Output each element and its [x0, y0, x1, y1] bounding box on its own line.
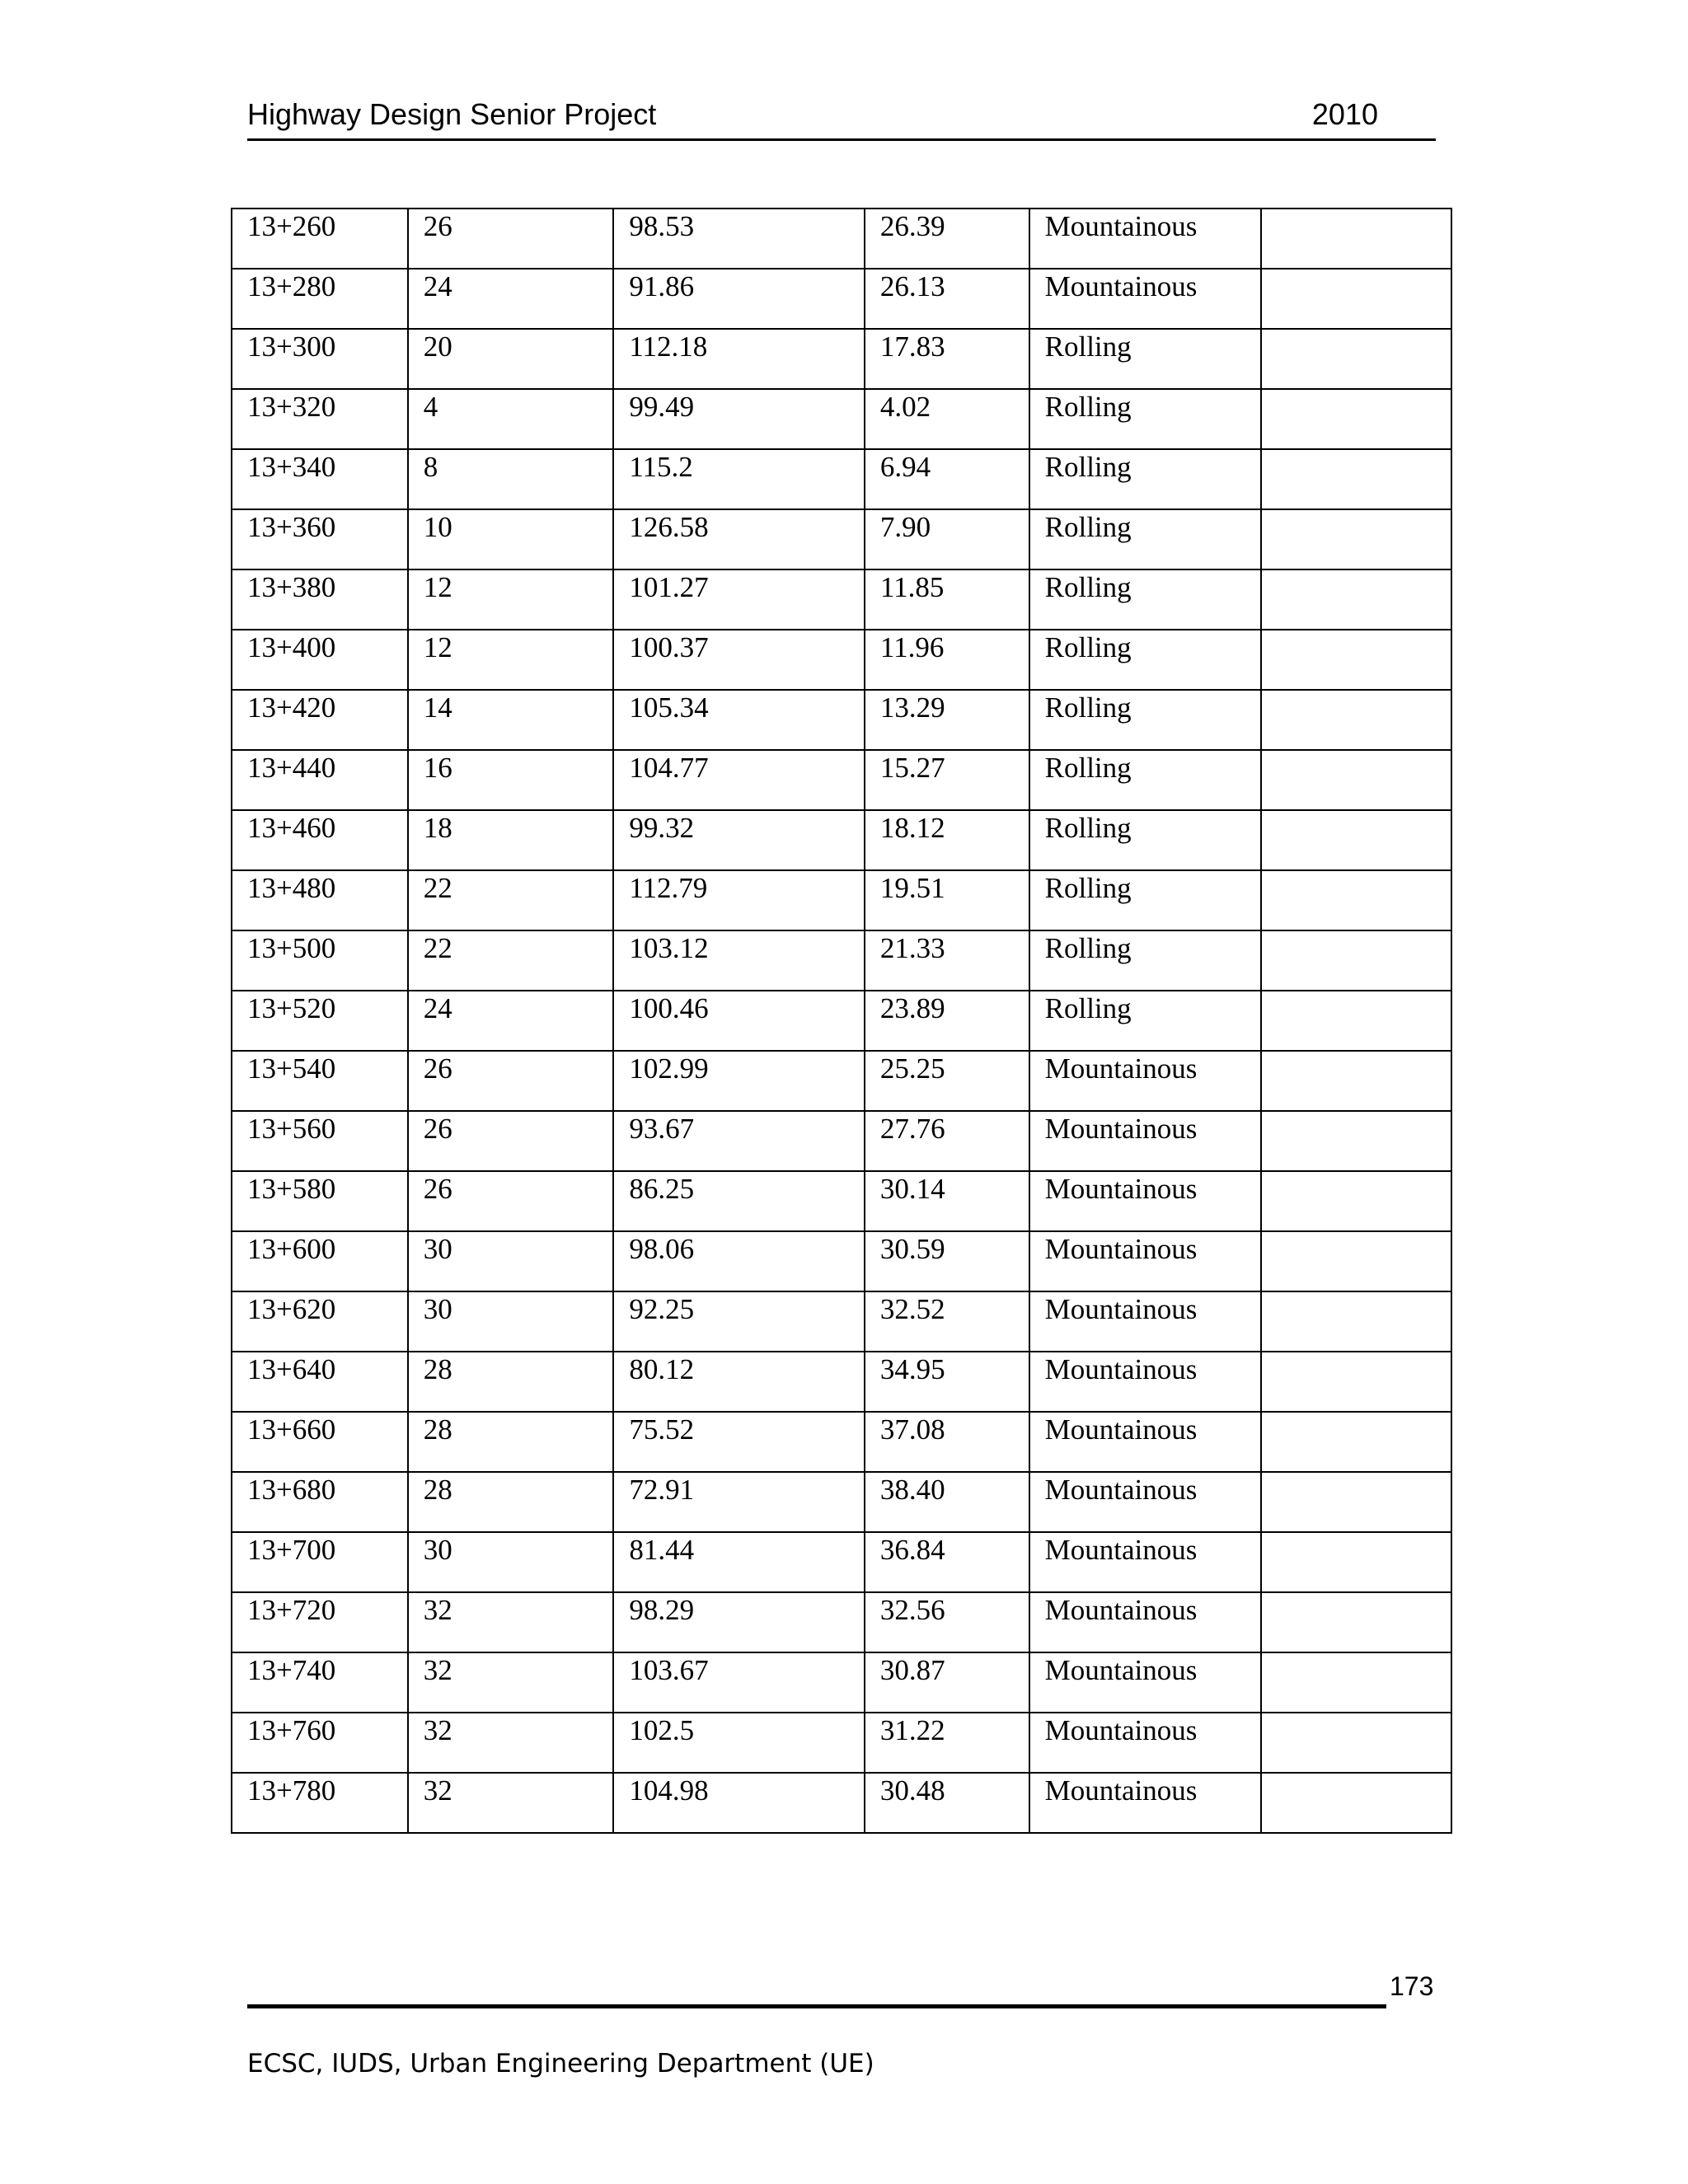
- table-cell: Mountainous: [1029, 269, 1262, 329]
- table-row: [232, 509, 1451, 569]
- table-cell: [1261, 690, 1451, 750]
- table-cell: 30.48: [865, 1773, 1029, 1833]
- table-cell: 22: [408, 870, 614, 930]
- table-cell: 13+260: [232, 209, 408, 269]
- table-row: [232, 750, 1451, 810]
- table-cell: 18: [408, 810, 614, 870]
- document-year: 2010: [1311, 97, 1378, 131]
- table-cell: [1261, 329, 1451, 389]
- table-cell: 13+500: [232, 930, 408, 991]
- table-cell: 4: [408, 389, 614, 449]
- table-cell: 11.85: [865, 569, 1029, 630]
- table-cell: 30: [408, 1291, 614, 1352]
- table-row: [232, 1713, 1451, 1773]
- table-cell: 19.51: [865, 870, 1029, 930]
- table-cell: Rolling: [1029, 630, 1262, 690]
- table-row: [232, 1051, 1451, 1111]
- table-cell: 32: [408, 1773, 614, 1833]
- table-cell: 81.44: [613, 1532, 865, 1592]
- table-cell: 8: [408, 449, 614, 509]
- table-cell: 72.91: [613, 1472, 865, 1532]
- table-cell: Mountainous: [1029, 1171, 1262, 1231]
- table-cell: 7.90: [865, 509, 1029, 569]
- table-cell: 28: [408, 1412, 614, 1472]
- table-cell: Rolling: [1029, 690, 1262, 750]
- table-cell: 13+740: [232, 1652, 408, 1713]
- table-cell: 105.34: [613, 690, 865, 750]
- table-cell: 28: [408, 1472, 614, 1532]
- table-cell: 38.40: [865, 1472, 1029, 1532]
- table-row: [232, 1472, 1451, 1532]
- table-cell: 31.22: [865, 1713, 1029, 1773]
- table-cell: [1261, 269, 1451, 329]
- table-cell: Mountainous: [1029, 209, 1262, 269]
- table-cell: Mountainous: [1029, 1472, 1262, 1532]
- table-cell: 20: [408, 329, 614, 389]
- table-cell: 98.06: [613, 1231, 865, 1291]
- table-cell: 102.5: [613, 1713, 865, 1773]
- table-cell: 32: [408, 1592, 614, 1652]
- table-cell: 6.94: [865, 449, 1029, 509]
- table-cell: 13.29: [865, 690, 1029, 750]
- table-cell: [1261, 1713, 1451, 1773]
- table-cell: [1261, 1773, 1451, 1833]
- terrain-classification-table: [231, 208, 1452, 1834]
- table-cell: 13+660: [232, 1412, 408, 1472]
- table-cell: Rolling: [1029, 750, 1262, 810]
- table-row: [232, 810, 1451, 870]
- table-cell: 13+300: [232, 329, 408, 389]
- table-cell: 13+380: [232, 569, 408, 630]
- table-cell: 26: [408, 1051, 614, 1111]
- table-row: [232, 630, 1451, 690]
- table-cell: 32.52: [865, 1291, 1029, 1352]
- table-cell: 26: [408, 1171, 614, 1231]
- table-cell: [1261, 930, 1451, 991]
- table-cell: 13+760: [232, 1713, 408, 1773]
- table-cell: 103.12: [613, 930, 865, 991]
- table-cell: 99.49: [613, 389, 865, 449]
- table-cell: 28: [408, 1352, 614, 1412]
- table-cell: 26.39: [865, 209, 1029, 269]
- table-cell: 13+700: [232, 1532, 408, 1592]
- table-cell: 13+460: [232, 810, 408, 870]
- table-cell: Mountainous: [1029, 1592, 1262, 1652]
- table-row: [232, 449, 1451, 509]
- table-cell: [1261, 1171, 1451, 1231]
- table-cell: 21.33: [865, 930, 1029, 991]
- table-cell: 22: [408, 930, 614, 991]
- table-cell: 32: [408, 1713, 614, 1773]
- table-cell: Rolling: [1029, 329, 1262, 389]
- table-cell: 10: [408, 509, 614, 569]
- table-cell: [1261, 209, 1451, 269]
- table-cell: 13+280: [232, 269, 408, 329]
- table-cell: 102.99: [613, 1051, 865, 1111]
- table-cell: 92.25: [613, 1291, 865, 1352]
- table-row: [232, 1111, 1451, 1171]
- table-cell: 99.32: [613, 810, 865, 870]
- table-cell: 30.14: [865, 1171, 1029, 1231]
- table-cell: Rolling: [1029, 449, 1262, 509]
- table-cell: [1261, 1592, 1451, 1652]
- table-row: [232, 1412, 1451, 1472]
- table-cell: 13+340: [232, 449, 408, 509]
- table-cell: 30.87: [865, 1652, 1029, 1713]
- table-cell: Rolling: [1029, 569, 1262, 630]
- table-cell: Mountainous: [1029, 1412, 1262, 1472]
- table-cell: [1261, 1231, 1451, 1291]
- table-cell: Rolling: [1029, 930, 1262, 991]
- table-cell: 13+680: [232, 1472, 408, 1532]
- table-cell: 13+720: [232, 1592, 408, 1652]
- table-cell: 36.84: [865, 1532, 1029, 1592]
- table-cell: 103.67: [613, 1652, 865, 1713]
- table-row: [232, 329, 1451, 389]
- table-cell: 30: [408, 1231, 614, 1291]
- table-row: [232, 991, 1451, 1051]
- table-cell: 32: [408, 1652, 614, 1713]
- table-row: [232, 1773, 1451, 1833]
- table-cell: 13+540: [232, 1051, 408, 1111]
- table-cell: [1261, 1051, 1451, 1111]
- table-cell: 24: [408, 269, 614, 329]
- table-cell: 13+520: [232, 991, 408, 1051]
- table-cell: 112.18: [613, 329, 865, 389]
- table-cell: 101.27: [613, 569, 865, 630]
- table-body: [232, 209, 1451, 1833]
- table-cell: [1261, 449, 1451, 509]
- table-cell: Mountainous: [1029, 1532, 1262, 1592]
- table-cell: [1261, 1532, 1451, 1592]
- page-header: [247, 97, 1436, 141]
- table-cell: [1261, 810, 1451, 870]
- table-cell: 13+440: [232, 750, 408, 810]
- table-cell: [1261, 1291, 1451, 1352]
- table-cell: 98.29: [613, 1592, 865, 1652]
- table-cell: [1261, 991, 1451, 1051]
- document-title: Highway Design Senior Project: [247, 97, 657, 131]
- table-cell: Rolling: [1029, 870, 1262, 930]
- table-cell: 13+580: [232, 1171, 408, 1231]
- table-cell: 13+400: [232, 630, 408, 690]
- table-cell: 30.59: [865, 1231, 1029, 1291]
- page-number: 173: [1390, 1971, 1434, 2001]
- table-cell: Rolling: [1029, 810, 1262, 870]
- table-cell: 26.13: [865, 269, 1029, 329]
- table-row: [232, 269, 1451, 329]
- table-cell: [1261, 1111, 1451, 1171]
- table-cell: 4.02: [865, 389, 1029, 449]
- table-cell: 104.98: [613, 1773, 865, 1833]
- table-row: [232, 1532, 1451, 1592]
- table-cell: 34.95: [865, 1352, 1029, 1412]
- table-cell: [1261, 509, 1451, 569]
- table-row: [232, 1231, 1451, 1291]
- table-cell: 126.58: [613, 509, 865, 569]
- table-cell: 24: [408, 991, 614, 1051]
- table-cell: Mountainous: [1029, 1291, 1262, 1352]
- table-cell: [1261, 569, 1451, 630]
- table-cell: Rolling: [1029, 389, 1262, 449]
- table-cell: 30: [408, 1532, 614, 1592]
- table-cell: 100.46: [613, 991, 865, 1051]
- table-cell: 93.67: [613, 1111, 865, 1171]
- table-cell: 17.83: [865, 329, 1029, 389]
- table-cell: [1261, 870, 1451, 930]
- table-cell: [1261, 750, 1451, 810]
- table-cell: 13+320: [232, 389, 408, 449]
- table-cell: Mountainous: [1029, 1713, 1262, 1773]
- table-cell: 32.56: [865, 1592, 1029, 1652]
- table-cell: 98.53: [613, 209, 865, 269]
- table-cell: 75.52: [613, 1412, 865, 1472]
- table-cell: [1261, 1352, 1451, 1412]
- table-cell: 104.77: [613, 750, 865, 810]
- table-cell: 100.37: [613, 630, 865, 690]
- table-cell: 13+480: [232, 870, 408, 930]
- table-cell: 13+620: [232, 1291, 408, 1352]
- table-cell: 13+360: [232, 509, 408, 569]
- table-cell: 11.96: [865, 630, 1029, 690]
- table-row: [232, 930, 1451, 991]
- table-cell: 12: [408, 630, 614, 690]
- table-cell: Rolling: [1029, 991, 1262, 1051]
- table-row: [232, 690, 1451, 750]
- footer-divider: [247, 2004, 1386, 2008]
- table-cell: Mountainous: [1029, 1352, 1262, 1412]
- table-row: [232, 1171, 1451, 1231]
- table-row: [232, 1352, 1451, 1412]
- table-row: [232, 1592, 1451, 1652]
- table-cell: 12: [408, 569, 614, 630]
- table-row: [232, 1652, 1451, 1713]
- table-cell: [1261, 1472, 1451, 1532]
- table-cell: 14: [408, 690, 614, 750]
- table-cell: 26: [408, 1111, 614, 1171]
- table-cell: 13+420: [232, 690, 408, 750]
- table-cell: Mountainous: [1029, 1111, 1262, 1171]
- table-cell: 37.08: [865, 1412, 1029, 1472]
- table-row: [232, 209, 1451, 269]
- table-cell: 25.25: [865, 1051, 1029, 1111]
- table-cell: 16: [408, 750, 614, 810]
- table-cell: [1261, 1652, 1451, 1713]
- table-cell: [1261, 1412, 1451, 1472]
- footer-text: ECSC, IUDS, Urban Engineering Department (UE): [247, 2049, 874, 2079]
- table-cell: 86.25: [613, 1171, 865, 1231]
- table-cell: 80.12: [613, 1352, 865, 1412]
- table-cell: Mountainous: [1029, 1231, 1262, 1291]
- table-cell: 26: [408, 209, 614, 269]
- table-row: [232, 1291, 1451, 1352]
- table-cell: 13+600: [232, 1231, 408, 1291]
- table-cell: [1261, 389, 1451, 449]
- table-cell: Rolling: [1029, 509, 1262, 569]
- table-cell: Mountainous: [1029, 1051, 1262, 1111]
- table-cell: 23.89: [865, 991, 1029, 1051]
- table-cell: 91.86: [613, 269, 865, 329]
- table-cell: 112.79: [613, 870, 865, 930]
- table-cell: 13+780: [232, 1773, 408, 1833]
- table-cell: [1261, 630, 1451, 690]
- table-cell: 15.27: [865, 750, 1029, 810]
- table-row: [232, 569, 1451, 630]
- table-cell: 18.12: [865, 810, 1029, 870]
- table-cell: Mountainous: [1029, 1652, 1262, 1713]
- table-cell: 13+560: [232, 1111, 408, 1171]
- table-cell: 27.76: [865, 1111, 1029, 1171]
- table-cell: 115.2: [613, 449, 865, 509]
- table-cell: Mountainous: [1029, 1773, 1262, 1833]
- table-row: [232, 389, 1451, 449]
- table-cell: 13+640: [232, 1352, 408, 1412]
- table-row: [232, 870, 1451, 930]
